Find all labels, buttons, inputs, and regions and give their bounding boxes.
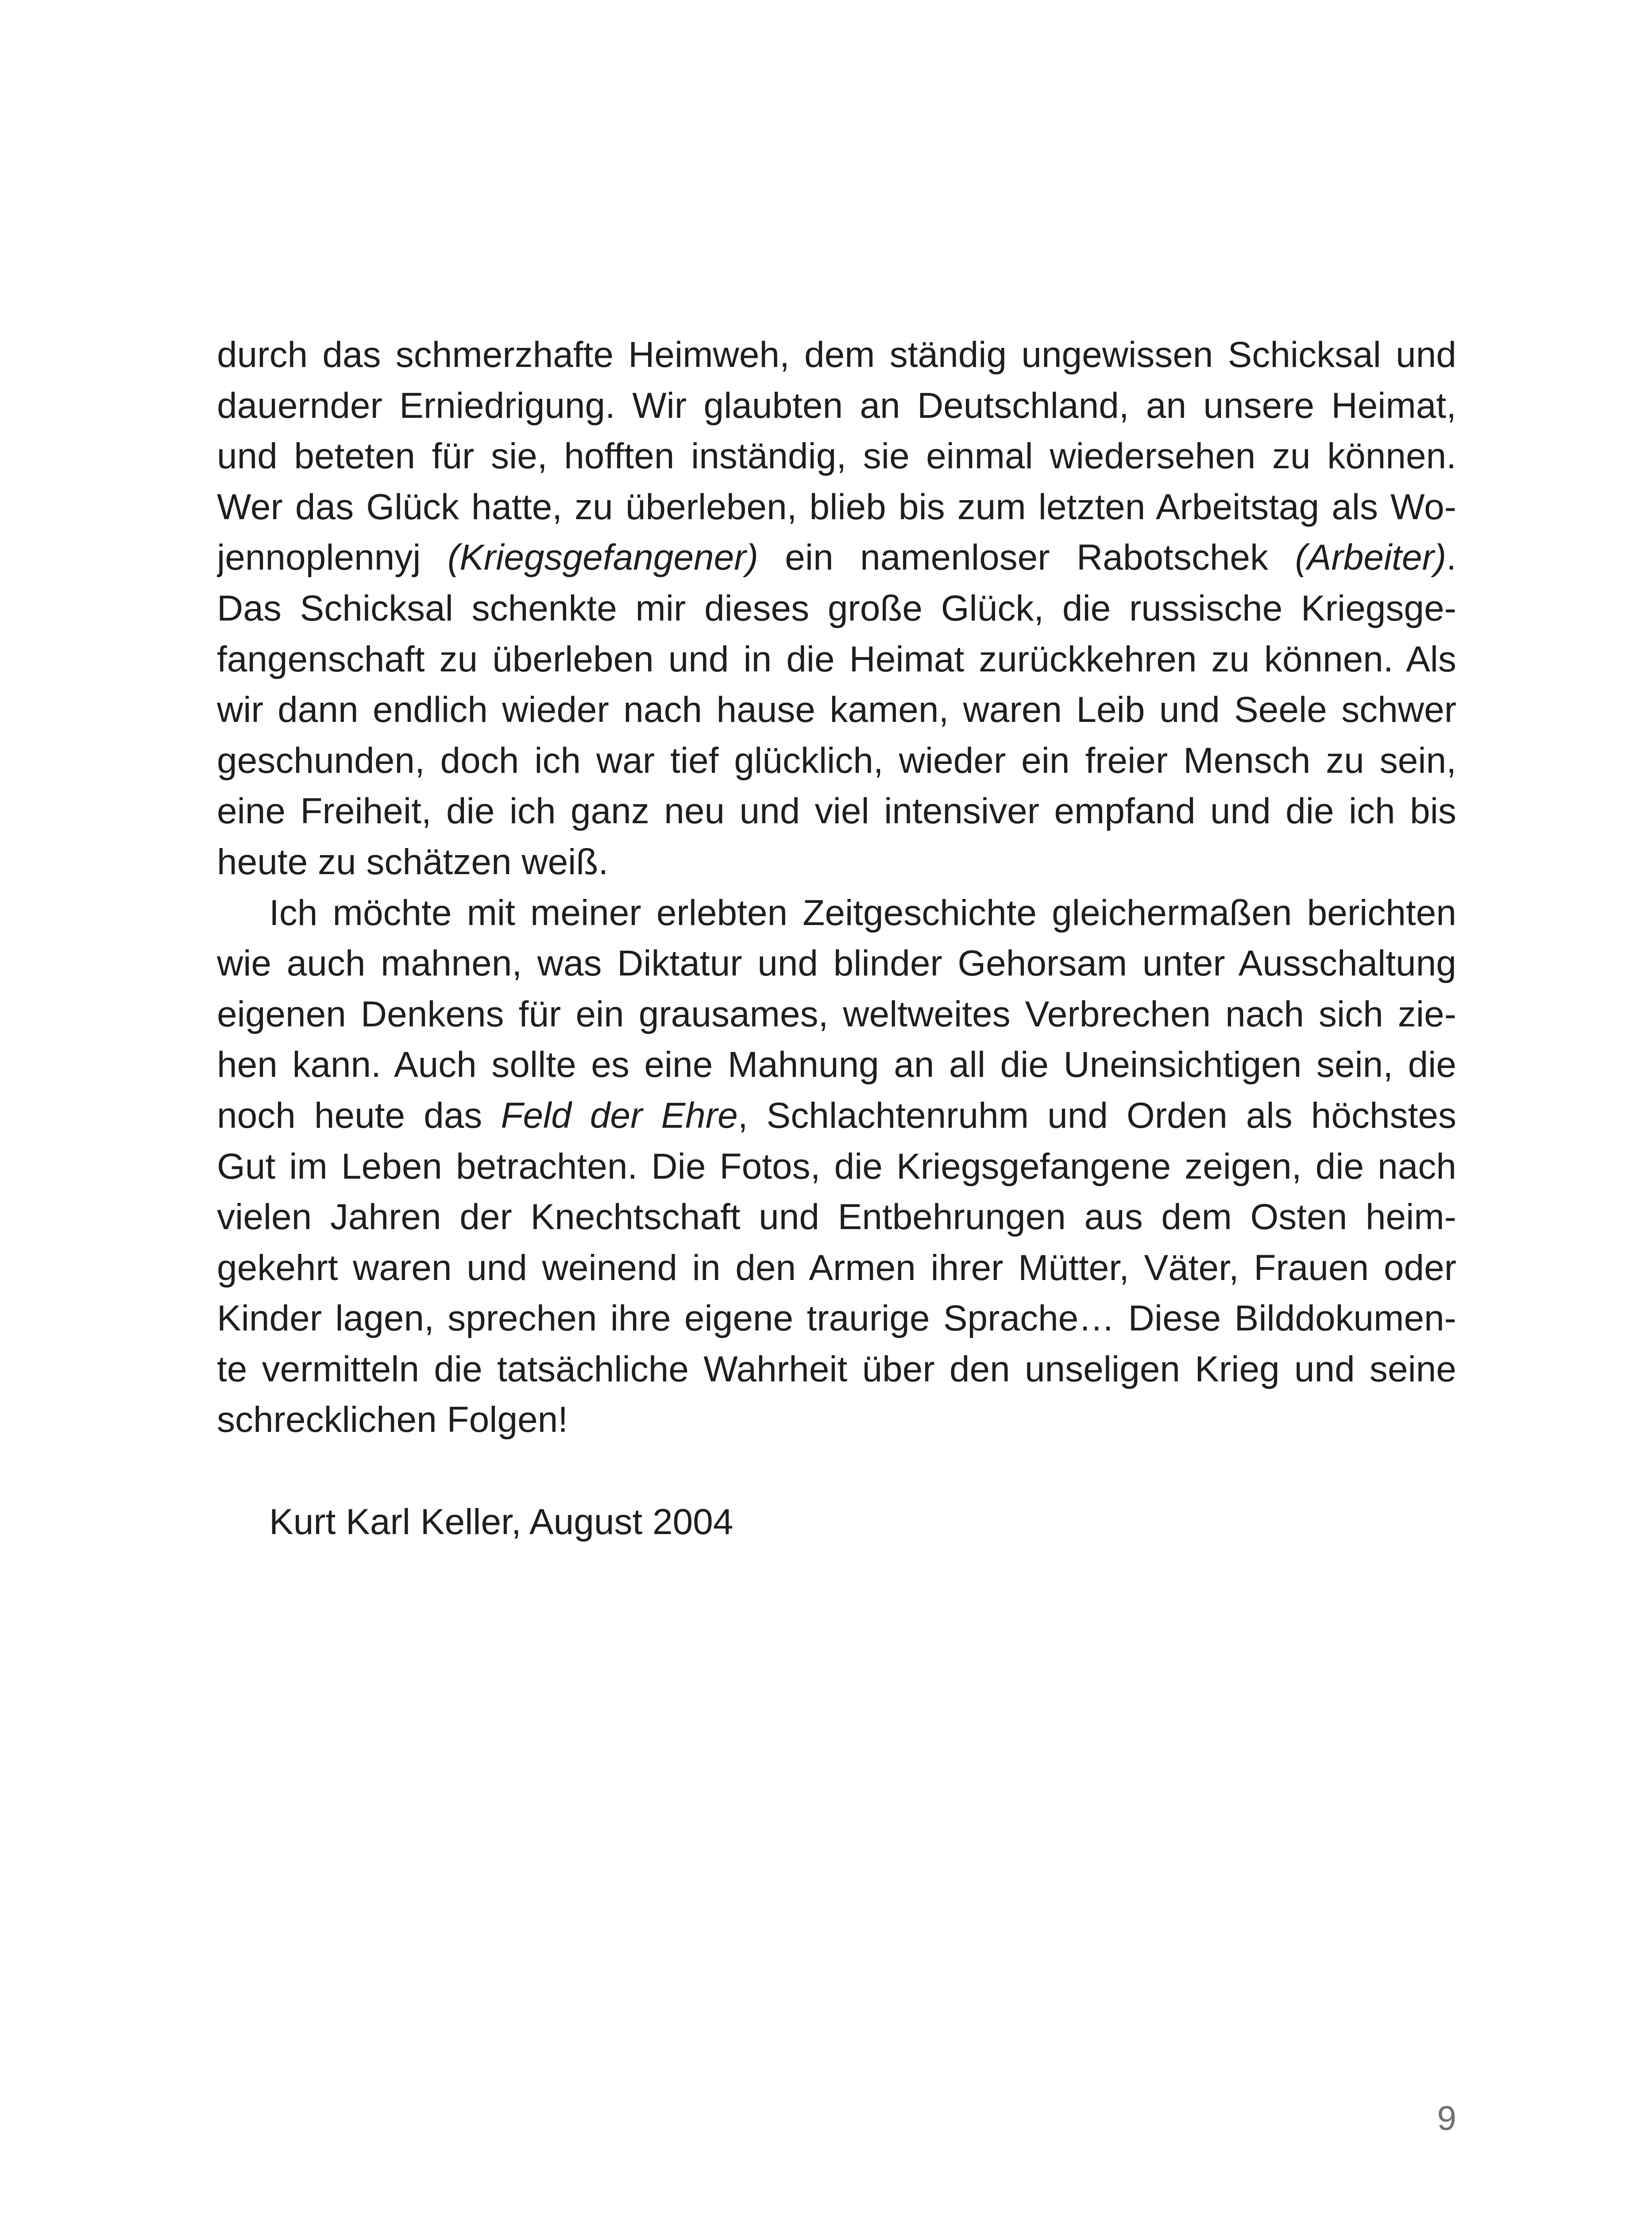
text-segment: Kinder lagen, sprechen ihre eigene traurige Sprache… Diese Bilddokumen-	[217, 1298, 1456, 1339]
text-segment: ein namenloser Rabotschek	[758, 537, 1295, 578]
text-segment: Das Schicksal schenkte mir dieses große Glück, die russische Kriegsge-	[217, 588, 1456, 628]
text-line	[217, 888, 1456, 939]
text-line	[217, 736, 1456, 787]
text-segment: hen kann. Auch sollte es eine Mahnung an all die Uneinsichtigen sein, die	[217, 1045, 1456, 1085]
text-segment: Wer das Glück hatte, zu überleben, blieb bis zum letzten Arbeitstag als Wo-	[217, 486, 1456, 527]
text-segment: wie auch mahnen, was Diktatur und blinder Gehorsam unter Ausschaltung	[217, 943, 1456, 984]
text-segment: Ich möchte mit meiner erlebten Zeitgeschichte gleichermaßen berichten	[269, 892, 1456, 933]
text-segment: und beteten für sie, hofften inständig, sie einmal wiedersehen zu können.	[217, 436, 1456, 477]
text-line	[217, 381, 1456, 432]
text-segment: te vermitteln die tatsächliche Wahrheit über den unseligen Krieg und seine	[217, 1349, 1456, 1389]
page-number: 9	[1437, 2098, 1456, 2137]
text-segment: schrecklichen Folgen!	[217, 1400, 568, 1440]
text-line	[217, 482, 1456, 533]
text-segment: fangenschaft zu überleben und in die Heimat zurückkehren zu können. Als	[217, 639, 1456, 679]
text-segment: wir dann endlich wieder nach hause kamen, waren Leib und Seele schwer	[217, 690, 1456, 730]
text-segment: .	[1446, 537, 1456, 578]
text-segment: vielen Jahren der Knechtschaft und Entbehrungen aus dem Osten heim-	[217, 1197, 1456, 1238]
text-segment: eigenen Denkens für ein grausames, weltweites Verbrechen nach sich zie-	[217, 994, 1456, 1034]
text-segment: heute zu schätzen weiß.	[217, 841, 609, 882]
author-signature-line: Kurt Karl Keller, August 2004	[269, 1502, 733, 1542]
text-segment: , Schlachtenruhm und Orden als höchstes	[737, 1095, 1456, 1136]
text-line	[217, 1293, 1456, 1344]
text-segment: jennoplennyj	[217, 537, 448, 578]
body-text	[217, 330, 1456, 1446]
paragraph	[217, 330, 1456, 888]
text-segment: geschunden, doch ich war tief glücklich, wieder ein freier Mensch zu sein,	[217, 740, 1456, 781]
text-segment: noch heute das	[217, 1095, 501, 1136]
text-segment: gekehrt waren und weinend in den Armen ihrer Mütter, Väter, Frauen oder	[217, 1247, 1456, 1288]
text-line	[217, 837, 1456, 888]
text-segment: dauernder Erniedrigung. Wir glaubten an Deutschland, an unsere Heimat,	[217, 385, 1456, 426]
paragraph	[217, 888, 1456, 1446]
text-line	[217, 786, 1456, 837]
text-line	[217, 330, 1456, 381]
text-line	[217, 634, 1456, 685]
text-line	[217, 1344, 1456, 1395]
text-line	[217, 532, 1456, 583]
italic-text-segment: (Arbeiter)	[1295, 537, 1447, 578]
text-segment: eine Freiheit, die ich ganz neu und viel intensiver empfand und die ich bis	[217, 791, 1456, 832]
text-line	[217, 431, 1456, 482]
text-segment: Gut im Leben betrachten. Die Fotos, die Kriegsgefangene zeigen, die nach	[217, 1146, 1456, 1187]
text-line	[217, 938, 1456, 989]
text-line	[217, 583, 1456, 634]
text-line	[217, 989, 1456, 1040]
text-line	[217, 1395, 1456, 1446]
text-line	[217, 1192, 1456, 1243]
text-line	[217, 685, 1456, 736]
text-line	[217, 1040, 1456, 1091]
text-line	[217, 1141, 1456, 1192]
text-segment: durch das schmerzhafte Heimweh, dem ständig ungewissen Schicksal und	[217, 335, 1456, 375]
italic-text-segment: (Kriegsgefangener)	[447, 537, 758, 578]
italic-text-segment: Feld der Ehre	[501, 1095, 738, 1136]
text-line	[217, 1243, 1456, 1294]
text-line	[217, 1091, 1456, 1141]
